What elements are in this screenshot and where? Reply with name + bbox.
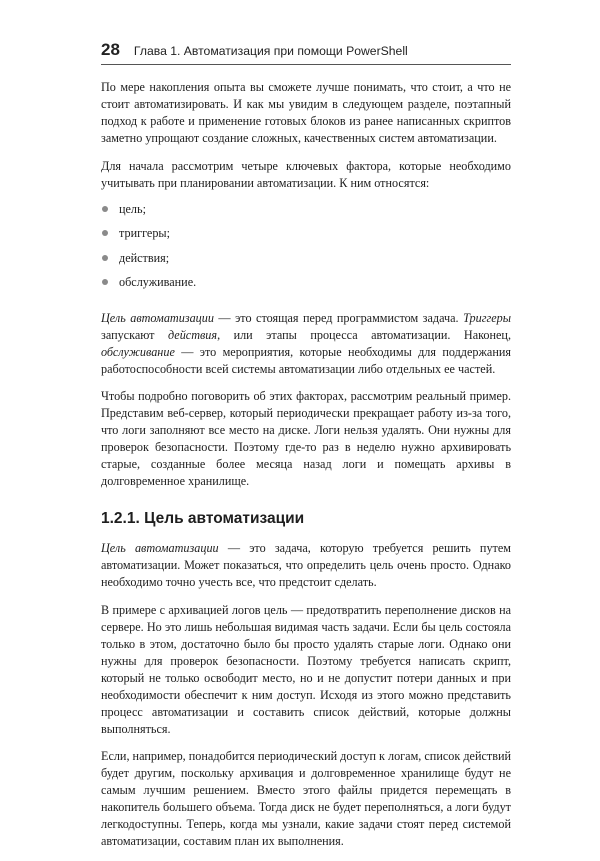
page-body xyxy=(101,79,511,861)
chapter-title: Глава 1. Автоматизация при помощи PowerShell xyxy=(133,44,408,58)
paragraph-factors-intro: Для начала рассмотрим четыре ключевых фактора, которые необходимо учитывать при планировании автоматизации. К ним относятся: xyxy=(101,158,511,190)
section-heading: 1.2.1. Цель автоматизации xyxy=(101,510,305,527)
paragraph-example: Чтобы подробно поговорить об этих факторах, рассмотрим реальный пример. Представим веб-сервер, который периодически прекращает работу из-за того, что логи заполняют все место на диске. Логи нельзя удалять. Они нужны для проверок безопасности. Поэтому где-то раз в неделю нужно архивировать старые, созданные более месяца назад логи и помещать архивы в долговременное хранилище. xyxy=(101,389,511,488)
bullet-icon xyxy=(102,230,108,236)
paragraph-log-example: В примере с архивацией логов цель — предотвратить переполнение дисков на сервере. Но это лишь небольшая видимая часть задачи. Если бы цель состояла только в этом, достаточно было бы просто удалять старые логи. Однако они нужны для проверок безопасности. Поэтому требуется написать скрипт, который не только освободит место, но и не допустит потери данных и при необходимости обеспечит к ним доступ. Исходя из этого можно представить процесс автоматизации и составить список действий, которые должны выполняться. xyxy=(101,602,511,736)
paragraph-definitions: Цель автоматизации — это стоящая перед программистом задача. Триггеры запускают действия, или этапы процесса автоматизации. Наконец, обслуживание — это мероприятия, которые необходимы для поддержания работоспособности всей системы автоматизации либо отдельных ее частей. xyxy=(101,310,511,376)
term-maintenance: обслуживание xyxy=(101,344,175,359)
term-triggers: Триггеры xyxy=(463,310,511,325)
paragraph-alternative: Если, например, понадобится периодический доступ к логам, список действий будет другим, поскольку архивация и долговременное хранилище будут не самым лучшим решением. Вместо этого файлы придется перемещать в накопитель большего объема. Тогда диск не будет переполняться, а логи будут легкодоступны. Теперь, когда мы узнали, какие задачи стоят перед системой автоматизации, составим план их выполнения. xyxy=(101,749,511,848)
list-item-text: обслуживание. xyxy=(119,275,197,289)
bullet-icon xyxy=(102,255,108,261)
paragraph-goal-definition: Цель автоматизации — это задача, которую требуется решить путем автоматизации. Может показаться, что определить цель очень просто. Однако необходимо точно учесть все, что предстоит сделать. xyxy=(101,541,511,589)
page-header xyxy=(101,40,511,60)
page-number: 28 xyxy=(101,40,120,59)
header-rule xyxy=(101,64,511,65)
list-item xyxy=(101,225,511,250)
list-item xyxy=(101,274,511,299)
paragraph-experience: По мере накопления опыта вы сможете лучше понимать, что стоит, а что не стоит автоматизировать. И как мы увидим в следующем разделе, поэтапный подход к работе и применение готовых блоков из ранее написанных скриптов заметно упрощают создание сложных, качественных систем автоматизации. xyxy=(101,80,511,145)
list-item-text: цель; xyxy=(119,201,146,216)
list-item-text: триггеры; xyxy=(119,226,171,240)
term-actions: действия xyxy=(167,327,218,342)
list-item-text: действия; xyxy=(119,250,170,265)
list-item xyxy=(101,250,511,275)
list-item xyxy=(101,201,511,226)
term-goal: Цель автоматизации xyxy=(101,541,219,555)
bullet-icon xyxy=(102,206,108,212)
bullet-icon xyxy=(102,279,108,285)
term-goal: Цель автоматизации xyxy=(101,310,214,325)
factors-list xyxy=(101,201,511,299)
